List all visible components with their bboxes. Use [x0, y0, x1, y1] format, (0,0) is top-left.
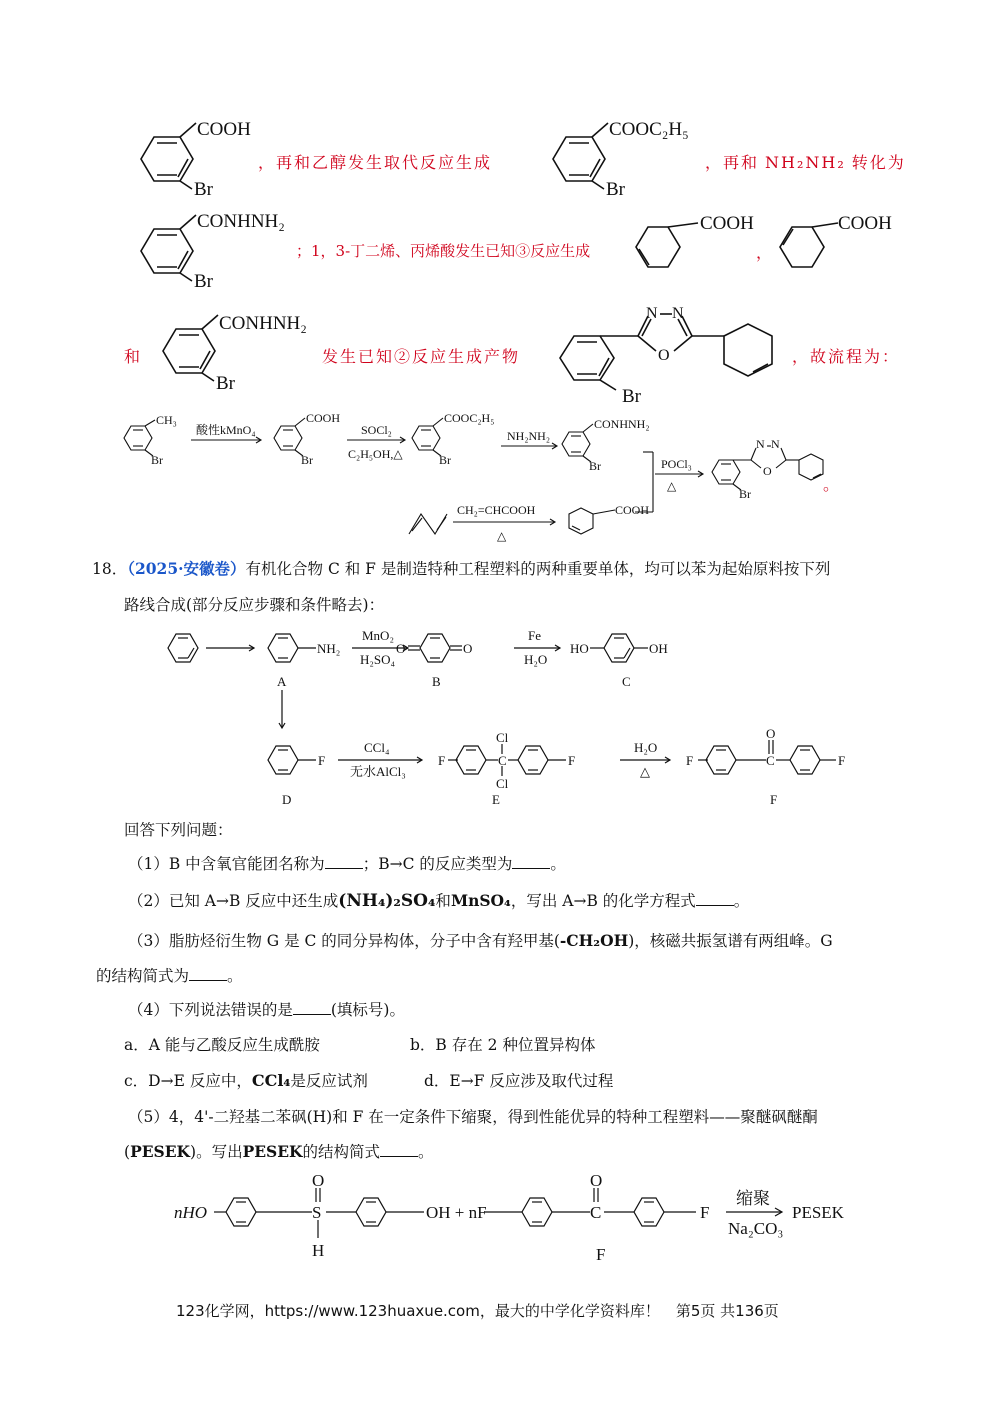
oxygen-label: O: [658, 347, 670, 364]
nitrogen-label: N: [646, 305, 658, 322]
label-c: C: [622, 674, 631, 689]
solution-text-2a: ，再和: [705, 153, 760, 172]
flow-p4-n1: N: [756, 437, 765, 451]
e-chloro-2: Cl: [496, 776, 509, 791]
synthesis-flow-scheme: [115, 408, 845, 550]
option-a[interactable]: a．A 能与乙酸反应生成酰胺: [124, 1036, 320, 1054]
question-4-text-a: （4）下列说法错误的是: [128, 1001, 293, 1019]
question-2-text-b: 和: [435, 892, 451, 910]
question-4-text-b: (填标号)。: [330, 1001, 405, 1019]
eq-monomer-h-head: nHO: [174, 1203, 208, 1222]
flow-p2-sub: COOC₂H₅: [444, 411, 495, 425]
flow-p4-n2: N: [771, 437, 780, 451]
bromo-label: Br: [216, 373, 235, 394]
d-fluoro-label: F: [318, 753, 326, 768]
answer-blank[interactable]: [512, 854, 550, 869]
molecule-ethyl-2-bromobenzoate: [532, 115, 712, 200]
eq-plus-f: OH + nF: [426, 1203, 487, 1222]
bromo-label: Br: [622, 386, 641, 407]
flow-reagent-3: NH₂NH₂: [507, 429, 551, 443]
molecule-2-bromobenzohydrazide-b: [142, 305, 332, 395]
substituent-label: COOC₂H₅: [609, 119, 689, 140]
flow-reagent-2b: C₂H₅OH,△: [348, 447, 403, 461]
question-number: 18．: [92, 560, 128, 578]
reagent-bc-1: Fe: [528, 628, 541, 643]
question-2: [128, 891, 749, 911]
reaction-scheme-a-to-f: [160, 620, 880, 815]
answer-blank[interactable]: [380, 1142, 418, 1157]
eq-oxygen-3: O: [590, 1172, 603, 1190]
formula-manganese-sulfate: MnSO₄: [450, 891, 511, 910]
question-1: [128, 854, 566, 874]
label-a: A: [277, 674, 287, 689]
page-number: 第5页 共136页: [675, 1302, 779, 1320]
polymerization-equation: [170, 1172, 870, 1272]
eq-carbon: C: [590, 1203, 602, 1222]
flow-p3-br: Br: [589, 459, 601, 473]
flow-p4-br: Br: [739, 487, 751, 501]
question-2-text-c: ，写出 A→B 的化学方程式: [510, 892, 696, 910]
question-5-line-2: [124, 1142, 434, 1162]
formula-ammonium-sulfate: (NH₄)₂SO₄: [338, 891, 436, 911]
f-oxygen: O: [766, 726, 776, 741]
question-5-text-d: 。: [418, 1143, 434, 1161]
substituent-label: COOH: [838, 213, 892, 234]
molecule-2-bromobenzohydrazide: [120, 207, 310, 292]
flow-p1-br: Br: [301, 453, 313, 467]
e-fluoro-1: F: [438, 753, 446, 768]
label-f: F: [770, 792, 778, 807]
eq-sulfur: S: [312, 1203, 322, 1222]
f-fluoro-2: F: [838, 753, 846, 768]
f-carbon: C: [766, 753, 775, 768]
option-c-text-a: c．D→E 反应中，: [124, 1072, 252, 1090]
flow-reagent-5b: △: [497, 529, 507, 543]
question-2-text-d: 。: [733, 892, 750, 910]
flow-reagent-5a: CH₂=CHCOOH: [457, 503, 536, 517]
eq-condition-1: 缩聚: [736, 1189, 770, 1208]
questions-intro: 回答下列问题：: [124, 821, 233, 839]
reagent-de-2: 无水AlCl₃: [350, 764, 406, 779]
option-c-text-b: 是反应试剂: [290, 1072, 368, 1090]
eq-hydrogen-label: H: [312, 1241, 325, 1260]
solution-text-4: ，: [756, 243, 775, 262]
formula-hydroxymethyl: -CH₂OH: [559, 931, 629, 950]
molecule-oxadiazole-product: [548, 296, 798, 411]
eq-oxygen-1: O: [312, 1172, 325, 1190]
c-hydroxy-2: OH: [649, 641, 668, 656]
eq-fluoro: F: [700, 1203, 710, 1222]
reagent-bc-2: H₂O: [524, 652, 548, 667]
nitrogen-label: N: [672, 305, 684, 322]
page-footer: [176, 1300, 779, 1321]
reagent-ef-2: △: [640, 764, 650, 779]
question-3-text-d: 。: [227, 967, 243, 985]
question-5-line-1: （5）4，4'-二羟基二苯砜(H)和 F 在一定条件下缩聚，得到性能优异的特种工程塑料——聚醚砜醚酮: [128, 1108, 818, 1126]
e-chloro-1: Cl: [496, 730, 509, 745]
molecule-cyclohexene-carboxylic-acid-1: [618, 205, 768, 285]
a-amino-label: NH₂: [317, 641, 341, 656]
question-3-line-1: [128, 931, 833, 951]
substituent-label: CONHNH₂: [197, 211, 285, 232]
flow-reagent-4b: △: [667, 479, 677, 493]
solution-text-2: [705, 150, 906, 173]
question-3-text-a: （3）脂肪烃衍生物 G 是 C 的同分异构体，分子中含有羟甲基(: [128, 932, 560, 950]
solution-text-5: 和: [124, 347, 143, 366]
molecule-cyclohexene-carboxylic-acid-2: [762, 205, 912, 285]
b-oxygen-2: O: [463, 641, 473, 656]
question-1-text-c: 。: [550, 855, 566, 873]
bromo-label: Br: [606, 179, 625, 200]
question-3-text-c: 的结构简式为: [96, 967, 190, 985]
bromo-label: Br: [194, 179, 213, 200]
c-hydroxy-1: HO: [570, 641, 589, 656]
answer-blank[interactable]: [293, 1000, 331, 1015]
answer-blank[interactable]: [189, 966, 227, 981]
e-carbon: C: [498, 753, 507, 768]
formula-ccl4: CCl₄: [251, 1071, 291, 1090]
polymer-name: PESEK: [242, 1142, 303, 1161]
question-18-line-1: [92, 559, 830, 579]
flow-reagent-1: 酸性kMnO₄: [196, 423, 256, 437]
substituent-label: COOH: [197, 119, 251, 140]
option-c[interactable]: [124, 1071, 368, 1091]
label-d: D: [282, 792, 292, 807]
question-5-text-b: )。写出: [190, 1143, 243, 1161]
eq-label-f: F: [596, 1245, 606, 1264]
flow-p1-sub: COOH: [306, 411, 341, 425]
label-e: E: [492, 792, 500, 807]
reagent-ab-2: H₂SO₄: [360, 652, 396, 667]
substituent-label: COOH: [700, 213, 754, 234]
solution-text-1: ，再和乙醇发生取代反应生成: [258, 153, 493, 172]
molecule-2-bromobenzoic-acid: [120, 115, 270, 200]
label-b: B: [432, 674, 441, 689]
option-d[interactable]: d．E→F 反应涉及取代过程: [424, 1072, 614, 1090]
question-4: [128, 1000, 405, 1020]
bromo-label: Br: [194, 271, 213, 292]
footer-site[interactable]: 123化学网，https://www.123huaxue.com，最大的中学化学资料库！: [176, 1302, 660, 1320]
solution-text-6: 发生已知②反应生成产物: [322, 347, 521, 366]
flow-start-methyl: CH₃: [156, 413, 177, 427]
option-b[interactable]: b．B 存在 2 种位置异构体: [410, 1036, 596, 1054]
eq-product: PESEK: [792, 1203, 844, 1222]
solution-text-7: ，故流程为：: [792, 347, 901, 366]
question-3-text-b: )，核磁共振氢谱有两组峰。G: [628, 932, 833, 950]
reagent-ef-1: H₂O: [634, 740, 658, 755]
flow-start-br: Br: [151, 453, 163, 467]
f-fluoro-1: F: [686, 753, 694, 768]
question-1-text-b: ；B→C 的反应类型为: [362, 855, 513, 873]
flow-reagent-2a: SOCl₂: [361, 423, 392, 437]
eq-condition-2: Na₂CO₃: [728, 1219, 784, 1238]
question-5-text-c: 的结构简式: [302, 1143, 381, 1161]
b-oxygen-1: O: [396, 641, 406, 656]
e-fluoro-2: F: [568, 753, 576, 768]
question-2-text-a: （2）已知 A→B 反应中还生成: [128, 892, 339, 910]
solution-text-3: ；1，3-丁二烯、丙烯酸发生已知③反应生成: [296, 242, 591, 260]
solution-text-2c: 转化为: [851, 153, 906, 172]
reagent-hydrazine: NH₂NH₂: [765, 153, 846, 172]
question-stem-1: 有机化合物 C 和 F 是制造特种工程塑料的两种重要单体，均可以苯为起始原料按下列: [245, 560, 831, 578]
flow-p3-sub: CONHNH₂: [594, 417, 650, 431]
reagent-de-1: CCl₄: [364, 740, 390, 755]
answer-blank[interactable]: [696, 891, 734, 906]
question-3-line-2: [96, 966, 243, 986]
flow-p4-o: O: [763, 464, 772, 478]
substituent-label: CONHNH₂: [219, 313, 307, 334]
question-source: （2025·安徽卷）: [127, 559, 246, 578]
reagent-ab-1: MnO₂: [362, 628, 394, 643]
answer-blank[interactable]: [325, 854, 363, 869]
question-1-text-a: （1）B 中含氧官能团名称为: [128, 855, 325, 873]
flow-reagent-4a: POCl₃: [661, 457, 692, 471]
flow-p5-sub: COOH: [615, 503, 650, 517]
question-stem-2: 路线合成(部分反应步骤和条件略去)：: [124, 596, 385, 614]
flow-p2-br: Br: [439, 453, 451, 467]
flow-end-mark: 。: [823, 477, 840, 494]
polymer-name: PESEK: [130, 1142, 191, 1161]
paren-open: (: [124, 1143, 131, 1161]
